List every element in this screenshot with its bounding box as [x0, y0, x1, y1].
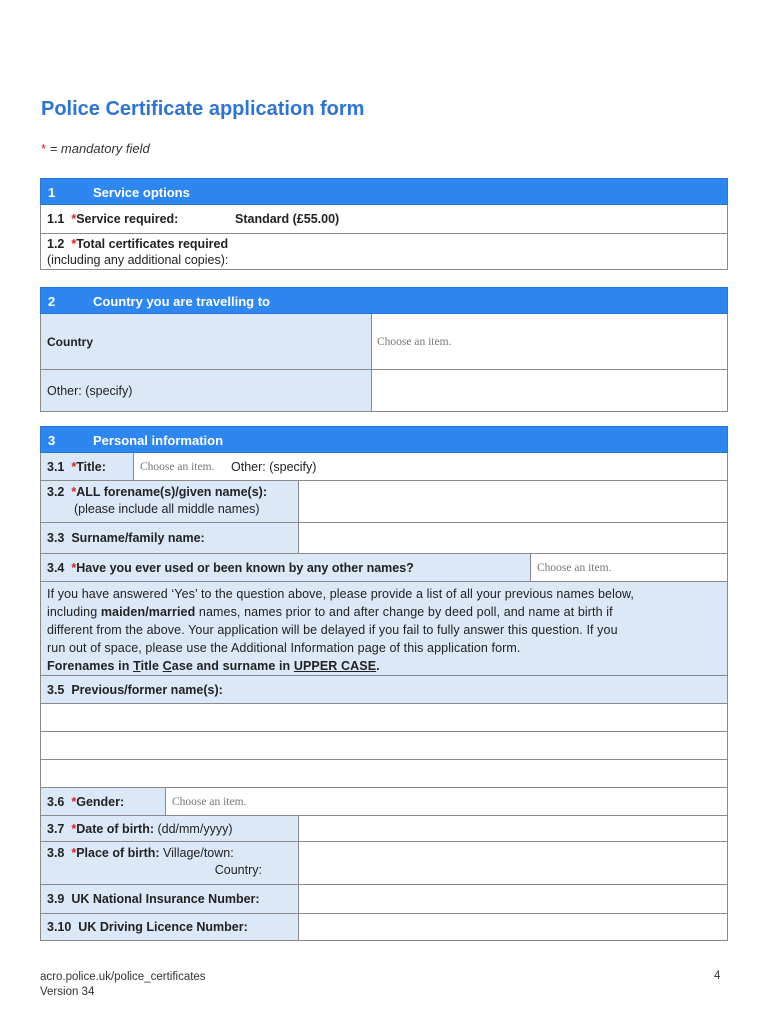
other-names-instructions — [40, 582, 728, 676]
section-number: 1 — [48, 185, 56, 200]
page-number: 4 — [714, 970, 721, 982]
instruction-line-case: Forenames in Title Case and surname in UPPER CASE. — [47, 659, 380, 673]
footer — [40, 970, 206, 1000]
surname-row — [40, 523, 728, 554]
forenames-input[interactable] — [299, 481, 727, 522]
previous-names-row — [40, 676, 728, 704]
mandatory-text: = mandatory field — [49, 141, 150, 156]
instruction-line: including maiden/married names, names prior to and after change by deed poll, and name at birth if — [47, 605, 613, 619]
other-names-label: 3.4 * Have you ever used or been known by any other names? — [41, 554, 531, 581]
previous-name-input-1[interactable] — [40, 704, 728, 732]
other-country-label: Other: (specify) — [41, 370, 372, 411]
licence-input[interactable] — [299, 914, 727, 940]
previous-name-input-3[interactable] — [40, 760, 728, 788]
section-title: Service options — [93, 185, 190, 200]
mandatory-star: * — [41, 141, 47, 156]
surname-label: 3.3 Surname/family name: — [41, 523, 299, 553]
title-row — [40, 453, 728, 481]
forenames-row — [40, 481, 728, 523]
service-required-row — [40, 205, 728, 234]
ni-label: 3.9 UK National Insurance Number: — [41, 885, 299, 913]
country-dropdown[interactable]: Choose an item. — [377, 336, 452, 348]
other-names-dropdown[interactable]: Choose an item. — [537, 561, 612, 574]
pob-input[interactable] — [299, 842, 727, 884]
page-title: Police Certificate application form — [41, 98, 365, 120]
instruction-line: run out of space, please use the Additional Information page of this application form. — [47, 641, 521, 655]
title-dropdown[interactable]: Choose an item. — [140, 460, 215, 473]
section-personal-info — [40, 426, 728, 941]
gender-label: 3.6 * Gender: — [41, 788, 166, 815]
service-required-value[interactable]: Standard (£55.00) — [235, 212, 340, 226]
other-country-row — [40, 370, 728, 412]
other-country-input[interactable] — [372, 370, 727, 411]
total-certificates-row — [40, 234, 728, 270]
ni-row — [40, 885, 728, 914]
previous-names-label: 3.5 Previous/former name(s): — [47, 682, 223, 697]
instruction-line: different from the above. Your application will be delayed if you fail to fully answer this question. If you — [47, 623, 618, 637]
title-label: 3.1 * Title: — [41, 453, 134, 480]
other-names-row — [40, 554, 728, 582]
surname-input[interactable] — [299, 523, 727, 553]
section-header — [40, 426, 728, 453]
ni-input[interactable] — [299, 885, 727, 913]
section-country — [40, 287, 728, 412]
service-required-label: 1.1 * Service required: — [47, 212, 179, 226]
instruction-line: If you have answered ‘Yes’ to the question above, please provide a list of all your previous names below, — [47, 587, 635, 601]
footer-url[interactable]: acro.police.uk/police_certificates — [40, 971, 206, 983]
dob-row — [40, 816, 728, 842]
gender-row — [40, 788, 728, 816]
section-number: 3 — [48, 433, 56, 448]
dob-label: 3.7 * Date of birth: (dd/mm/yyyy) — [41, 816, 299, 841]
section-title: Country you are travelling to — [93, 294, 270, 309]
dob-input[interactable] — [299, 816, 727, 841]
section-number: 2 — [48, 294, 56, 309]
previous-name-input-2[interactable] — [40, 732, 728, 760]
gender-dropdown[interactable]: Choose an item. — [172, 795, 247, 808]
section-title: Personal information — [93, 433, 224, 448]
section-header — [40, 287, 728, 314]
title-other-input[interactable]: Other: (specify) — [231, 459, 317, 474]
total-certificates-label: 1.2 *Total certificates required (including any additional copies): — [47, 237, 229, 267]
forenames-label: 3.2 *ALL forename(s)/given name(s): (please include all middle names) — [41, 481, 299, 522]
country-row — [40, 314, 728, 370]
licence-label: 3.10 UK Driving Licence Number: — [41, 914, 299, 940]
footer-version: Version 34 — [40, 986, 95, 998]
section-service-options — [40, 178, 728, 270]
pob-label: 3.8 *Place of birth: Village/town: Country: — [41, 842, 299, 884]
country-label: Country — [41, 314, 372, 369]
licence-row — [40, 914, 728, 941]
section-header — [40, 178, 728, 205]
mandatory-note — [41, 141, 150, 156]
pob-row — [40, 842, 728, 885]
